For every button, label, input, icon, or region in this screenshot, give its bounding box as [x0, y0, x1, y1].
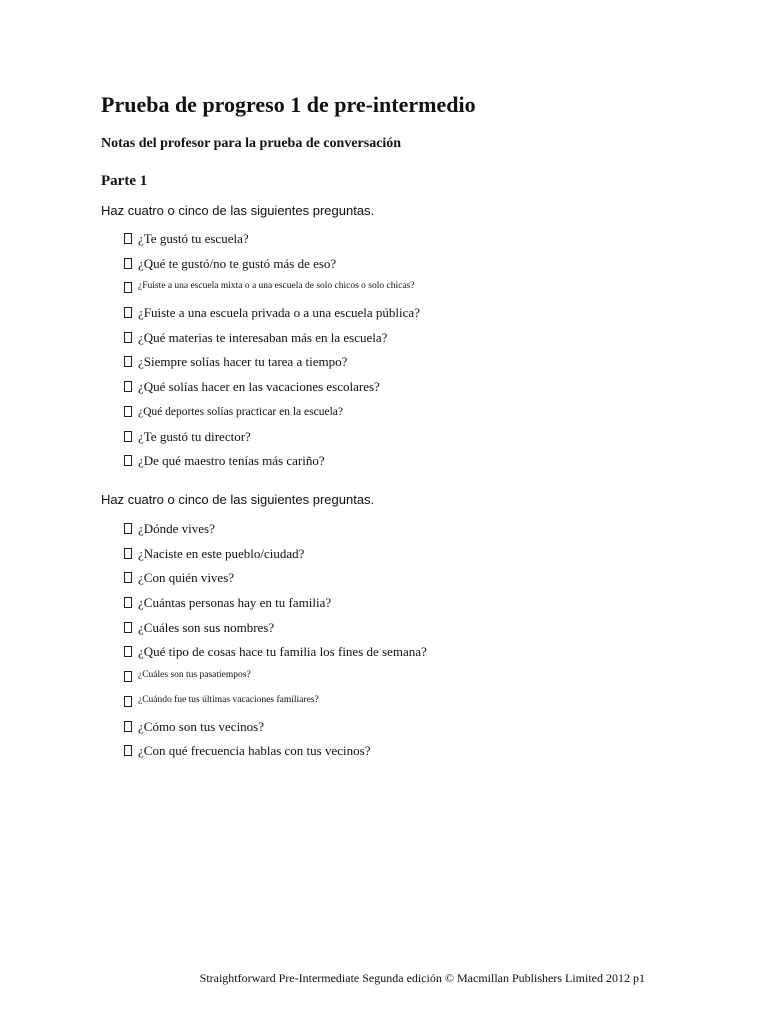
question-text: ¿Te gustó tu director? — [138, 428, 251, 444]
page-subtitle: Notas del profesor para la prueba de conversación — [101, 136, 402, 151]
checkbox-icon — [124, 572, 132, 583]
instruction-group-1: Haz cuatro o cinco de las siguientes preguntas. — [101, 203, 375, 218]
question-item — [124, 619, 427, 644]
question-item — [124, 520, 427, 545]
checkbox-icon — [124, 597, 132, 608]
question-text: ¿Cuántas personas hay en tu familia? — [138, 595, 332, 611]
question-text: ¿Siempre solías hacer tu tarea a tiempo? — [138, 354, 348, 370]
checkbox-icon — [124, 282, 132, 293]
question-item — [124, 353, 420, 378]
question-item — [124, 742, 427, 767]
question-text: ¿Cómo son tus vecinos? — [138, 718, 265, 734]
checkbox-icon — [124, 455, 132, 466]
page-footer: Straightforward Pre-Intermediate Segunda edición © Macmillan Publishers Limited 2012 p1 — [199, 971, 645, 985]
question-text: ¿Fuiste a una escuela privada o a una escuela pública? — [138, 305, 420, 321]
question-text: ¿Con qué frecuencia hablas con tus vecinos? — [138, 743, 371, 759]
question-item — [124, 569, 427, 594]
question-item — [124, 279, 420, 304]
checkbox-icon — [124, 258, 132, 269]
checkbox-icon — [124, 233, 132, 244]
checkbox-icon — [124, 646, 132, 657]
instruction-group-2: Haz cuatro o cinco de las siguientes preguntas. — [101, 492, 375, 507]
section-heading: Parte 1 — [101, 173, 148, 189]
page-title: Prueba de progreso 1 de pre-intermedio — [101, 92, 476, 117]
question-item — [124, 403, 420, 428]
question-text: ¿Qué deportes solías practicar en la escuela? — [138, 405, 343, 418]
question-item — [124, 718, 427, 743]
checkbox-icon — [124, 548, 132, 559]
question-text: ¿Cuáles son sus nombres? — [138, 619, 275, 635]
question-item — [124, 230, 420, 255]
checkbox-icon — [124, 671, 132, 682]
question-text: ¿Qué solías hacer en las vacaciones escolares? — [138, 379, 380, 395]
question-item — [124, 545, 427, 570]
question-item — [124, 693, 427, 718]
question-text: ¿De qué maestro tenías más cariño? — [138, 453, 325, 469]
checkbox-icon — [124, 356, 132, 367]
question-item — [124, 304, 420, 329]
question-item — [124, 329, 420, 354]
question-list-group-1 — [124, 230, 420, 477]
question-item — [124, 428, 420, 453]
question-text: ¿Cuáles son tus pasatiempos? — [138, 670, 251, 681]
question-item — [124, 643, 427, 668]
question-text: ¿Qué te gustó/no te gustó más de eso? — [138, 255, 337, 271]
checkbox-icon — [124, 745, 132, 756]
checkbox-icon — [124, 332, 132, 343]
question-text: ¿Naciste en este pueblo/ciudad? — [138, 545, 305, 561]
question-text: ¿Con quién vives? — [138, 570, 235, 586]
question-text: ¿Cuándo fue tus últimas vacaciones familiares? — [138, 694, 319, 705]
question-item — [124, 452, 420, 477]
checkbox-icon — [124, 721, 132, 732]
checkbox-icon — [124, 381, 132, 392]
checkbox-icon — [124, 431, 132, 442]
question-text: ¿Qué materias te interesaban más en la escuela? — [138, 329, 388, 345]
question-text: ¿Te gustó tu escuela? — [138, 231, 249, 246]
question-text: ¿Qué tipo de cosas hace tu familia los fines de semana? — [138, 644, 427, 660]
question-item — [124, 668, 427, 693]
question-item — [124, 378, 420, 403]
question-text: ¿Dónde vives? — [138, 521, 215, 536]
question-text: ¿Fuiste a una escuela mixta o a una escuela de solo chicos o solo chicas? — [138, 281, 415, 292]
checkbox-icon — [124, 307, 132, 318]
checkbox-icon — [124, 696, 132, 707]
checkbox-icon — [124, 622, 132, 633]
question-item — [124, 594, 427, 619]
question-list-group-2 — [124, 520, 427, 767]
checkbox-icon — [124, 523, 132, 534]
question-item — [124, 255, 420, 280]
checkbox-icon — [124, 406, 132, 417]
